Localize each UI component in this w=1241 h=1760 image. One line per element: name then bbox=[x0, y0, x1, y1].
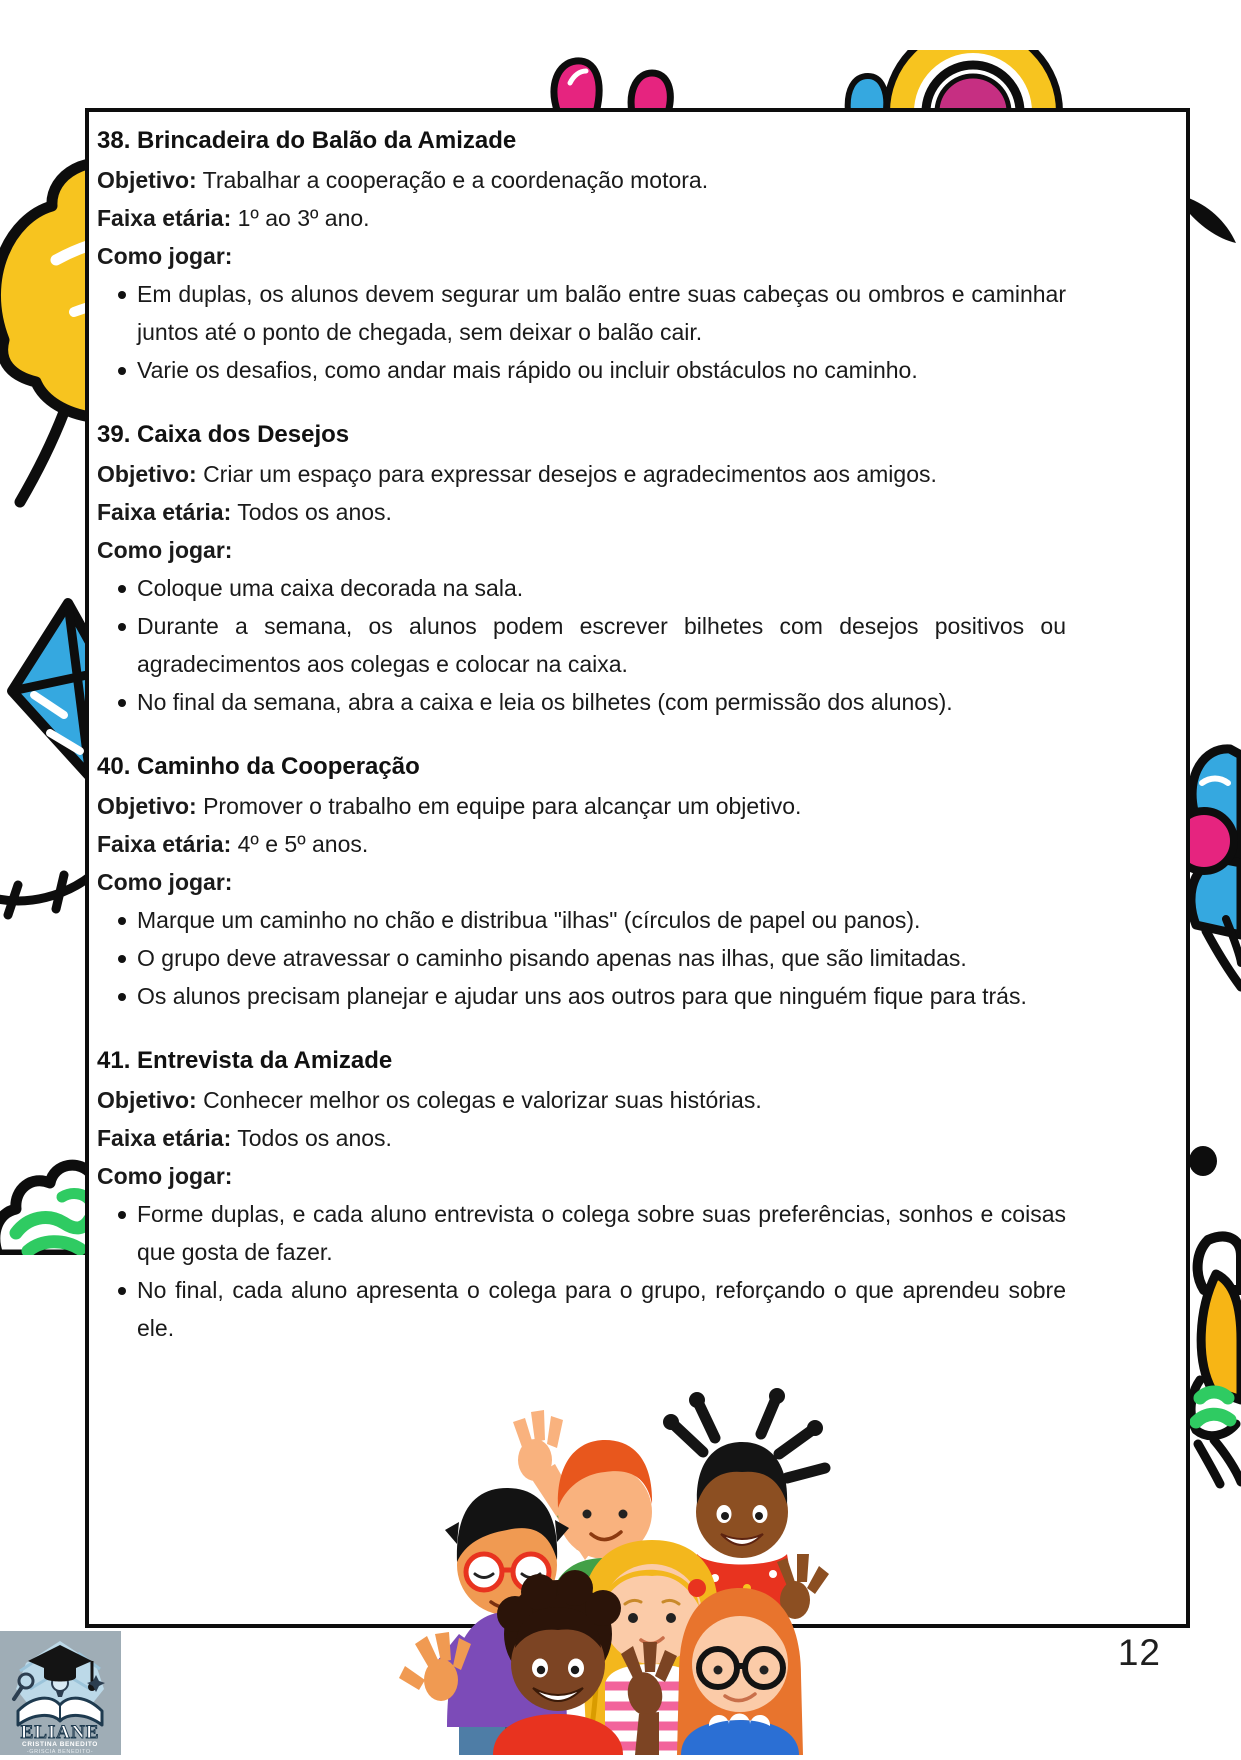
objective-label: Objetivo: bbox=[97, 793, 197, 819]
age-range-label: Faixa etária: bbox=[97, 831, 232, 857]
yellow-green-bird-doodle bbox=[1186, 1230, 1241, 1490]
objective-text: Criar um espaço para expressar desejos e agradecimentos aos amigos. bbox=[203, 461, 937, 487]
logo-line3: -GRISCIA BENEDITO- bbox=[26, 1749, 94, 1755]
age-range-label: Faixa etária: bbox=[97, 205, 232, 231]
step-item: No final, cada aluno apresenta o colega para o grupo, reforçando o que aprendeu sobre ele. bbox=[97, 1271, 1066, 1347]
objective-label: Objetivo: bbox=[97, 167, 197, 193]
step-item: Os alunos precisam planejar e ajudar uns aos outros para que ninguém fique para trás. bbox=[97, 977, 1066, 1015]
step-item: Marque um caminho no chão e distribua "ilhas" (círculos de papel ou panos). bbox=[97, 901, 1066, 939]
objective-text: Trabalhar a cooperação e a coordenação motora. bbox=[202, 167, 709, 193]
activity-title: 39. Caixa dos Desejos bbox=[97, 421, 350, 448]
age-range-text: 4º e 5º anos. bbox=[237, 831, 369, 857]
step-item: Durante a semana, os alunos podem escrever bilhetes com desejos positivos ou agradecimentos aos colegas e colocar na caixa. bbox=[97, 607, 1066, 683]
how-to-play-label: Como jogar: bbox=[97, 1163, 233, 1189]
activity-steps bbox=[97, 901, 1066, 1015]
activity-age-range bbox=[97, 493, 1066, 531]
activity-objective bbox=[97, 161, 1066, 199]
logo-graphic bbox=[0, 1631, 121, 1755]
activity-title: 41. Entrevista da Amizade bbox=[97, 1047, 393, 1074]
activity-age-range bbox=[97, 1119, 1066, 1157]
how-to-play-label: Como jogar: bbox=[97, 869, 233, 895]
logo-name: ELIANE bbox=[20, 1722, 100, 1743]
objective-text: Conhecer melhor os colegas e valorizar suas histórias. bbox=[203, 1087, 762, 1113]
age-range-text: 1º ao 3º ano. bbox=[237, 205, 370, 231]
activity-age-range bbox=[97, 199, 1066, 237]
activity-section-40 bbox=[97, 747, 1066, 1015]
step-item: No final da semana, abra a caixa e leia os bilhetes (com permissão dos alunos). bbox=[97, 683, 1066, 721]
objective-label: Objetivo: bbox=[97, 1087, 197, 1113]
activity-section-39 bbox=[97, 415, 1066, 721]
step-item: Varie os desafios, como andar mais rápido ou incluir obstáculos no caminho. bbox=[97, 351, 1066, 389]
objective-text: Promover o trabalho em equipe para alcançar um objetivo. bbox=[203, 793, 802, 819]
activity-steps bbox=[97, 569, 1066, 721]
age-range-label: Faixa etária: bbox=[97, 1125, 232, 1151]
activity-title: 40. Caminho da Cooperação bbox=[97, 753, 420, 780]
how-to-play-label: Como jogar: bbox=[97, 537, 233, 563]
child-boy-curly bbox=[493, 1570, 623, 1755]
activity-age-range bbox=[97, 825, 1066, 863]
age-range-label: Faixa etária: bbox=[97, 499, 232, 525]
activity-section-38 bbox=[97, 121, 1066, 389]
rainbow-doodle bbox=[840, 50, 1070, 112]
page-number: 12 bbox=[1117, 1632, 1161, 1673]
blue-flower-doodle bbox=[1186, 735, 1241, 995]
activity-objective bbox=[97, 787, 1066, 825]
activity-title: 38. Brincadeira do Balão da Amizade bbox=[97, 127, 517, 154]
step-item: Coloque uma caixa decorada na sala. bbox=[97, 569, 1066, 607]
black-dot-doodle bbox=[1188, 1144, 1222, 1178]
how-to-play-label: Como jogar: bbox=[97, 243, 233, 269]
children-illustration bbox=[363, 1282, 933, 1755]
age-range-text: Todos os anos. bbox=[237, 499, 392, 525]
publisher-logo bbox=[0, 1631, 121, 1755]
child-girl-glasses bbox=[677, 1588, 803, 1755]
step-item: O grupo deve atravessar o caminho pisando apenas nas ilhas, que são limitadas. bbox=[97, 939, 1066, 977]
objective-label: Objetivo: bbox=[97, 461, 197, 487]
age-range-text: Todos os anos. bbox=[237, 1125, 392, 1151]
activity-objective bbox=[97, 1081, 1066, 1119]
step-item: Forme duplas, e cada aluno entrevista o colega sobre suas preferências, sonhos e coisas que gosta de fazer. bbox=[97, 1195, 1066, 1271]
logo-line2: CRISTINA BENEDITO bbox=[22, 1741, 98, 1748]
activity-steps bbox=[97, 275, 1066, 389]
step-item: Em duplas, os alunos devem segurar um balão entre suas cabeças ou ombros e caminhar juntos até o ponto de chegada, sem deixar o balão cair. bbox=[97, 275, 1066, 351]
pink-petals-doodle bbox=[540, 55, 690, 113]
activity-objective bbox=[97, 455, 1066, 493]
